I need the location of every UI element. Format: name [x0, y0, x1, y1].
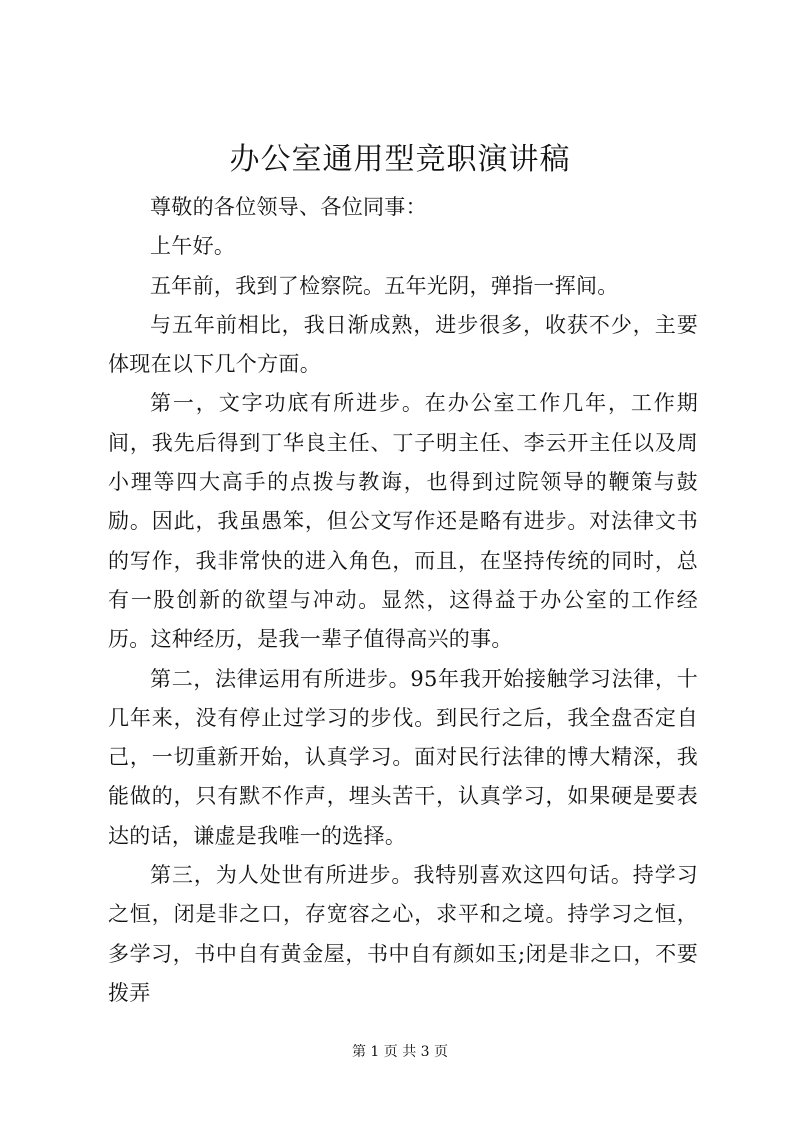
- paragraph-first-point: 第一，文字功底有所进步。在办公室工作几年，工作期间，我先后得到丁华良主任、丁子明主任、李云开主任以及周小理等四大高手的点拨与教诲，也得到过院领导的鞭策与鼓励。因此，我虽愚笨，但公文写作还是略有进步。对法律文书的写作，我非常快的进入角色，而且，在坚持传统的同时，总有一股创新的欲望与冲动。显然，这得益于办公室的工作经历。这种经历，是我一辈子值得高兴的事。: [108, 391, 698, 652]
- paragraph-third-point: 第三，为人处世有所进步。我特别喜欢这四句话。持学习之恒，闭是非之口，存宽容之心，求平和之境。持学习之恒，多学习，书中自有黄金屋，书中自有颜如玉;闭是非之口，不要拨弄: [108, 863, 698, 1005]
- document-body: [108, 188, 698, 1013]
- paragraph-salutation: 尊敬的各位领导、各位同事：: [150, 195, 427, 219]
- paragraph-second-point: 第二，法律运用有所进步。95年我开始接触学习法律，十几年来，没有停止过学习的步伐。到民行之后，我全盘否定自己，一切重新开始，认真学习。面对民行法律的博大精深，我能做的，只有默不作声，埋头苦干，认真学习，如果硬是要表达的话，谦虚是我唯一的选择。: [108, 666, 698, 848]
- paragraph-intro: 五年前，我到了检察院。五年光阴，弹指一挥间。: [150, 273, 619, 298]
- document-title: 办公室通用型竞职演讲稿: [229, 142, 571, 177]
- paragraph-greeting: 上午好。: [150, 234, 236, 259]
- paragraph-summary: 与五年前相比，我日渐成熟，进步很多，收获不少，主要体现在以下几个方面。: [108, 312, 698, 377]
- page-footer: 第 1 页 共 3 页: [351, 1044, 449, 1060]
